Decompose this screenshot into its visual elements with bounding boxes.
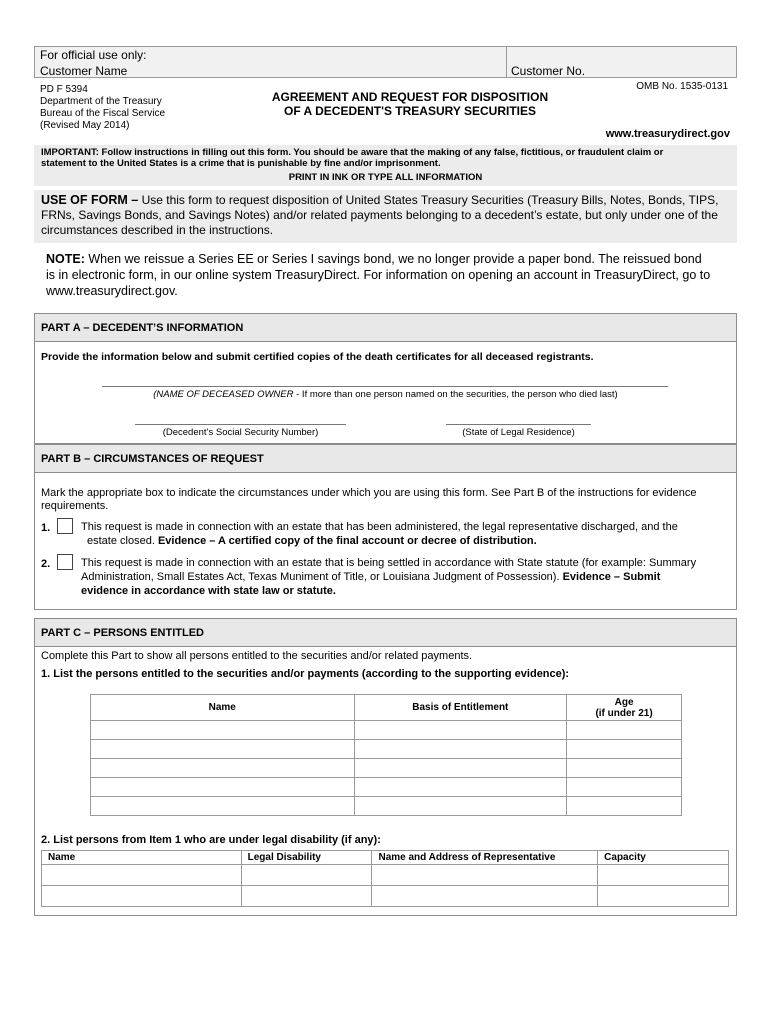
option2-line3: evidence in accordance with state law or statute. (81, 585, 336, 597)
col-capacity-header: Capacity (598, 851, 729, 865)
table-cell[interactable] (567, 778, 682, 797)
use-of-form-line1 (41, 193, 718, 208)
important-line2: statement to the United States is a crime that is punishable by fine and/or imprisonment. (41, 158, 441, 169)
part-a-section (34, 313, 737, 444)
table-row[interactable] (91, 759, 682, 778)
table-cell[interactable] (372, 865, 598, 886)
part-b-title: PART B – CIRCUMSTANCES OF REQUEST (41, 453, 264, 465)
use-of-form-label: USE OF FORM – (41, 193, 139, 207)
official-dash-line (35, 77, 736, 78)
col-basis-header: Basis of Entitlement (354, 695, 567, 721)
official-heading: For official use only: (40, 48, 147, 62)
website-link[interactable]: www.treasurydirect.gov (605, 128, 730, 140)
col-dis-name-header: Name (42, 851, 242, 865)
persons-entitled-table (90, 694, 682, 816)
customer-name-label: Customer Name (40, 64, 128, 78)
official-use-box (34, 46, 737, 78)
form-number: PD F 5394 (40, 84, 88, 95)
ssn-line (135, 424, 346, 425)
revised-date: (Revised May 2014) (40, 120, 130, 131)
omb-number: OMB No. 1535-0131 (636, 81, 728, 92)
deceased-name-caption-italic: (NAME OF DECEASED OWNER (153, 389, 294, 400)
table-cell[interactable] (372, 886, 598, 907)
table-cell[interactable] (567, 721, 682, 740)
official-divider (506, 47, 507, 77)
table-cell[interactable] (354, 778, 567, 797)
table-row[interactable] (91, 797, 682, 816)
use-of-form-box (34, 190, 737, 243)
form-title-line1: AGREEMENT AND REQUEST FOR DISPOSITION (271, 90, 549, 104)
part-b-header (35, 445, 736, 473)
bureau-name: Bureau of the Fiscal Service (40, 108, 166, 119)
col-name-header: Name (91, 695, 355, 721)
col-age-title: Age (614, 696, 634, 708)
ssn-caption: (Decedent’s Social Security Number) (162, 427, 319, 438)
state-line (446, 424, 591, 425)
part-c-title: PART C – PERSONS ENTITLED (41, 627, 204, 639)
part-b-intro-line2: requirements. (41, 500, 109, 512)
col-legal-disability-header: Legal Disability (241, 851, 372, 865)
table-cell[interactable] (598, 865, 729, 886)
table-cell[interactable] (354, 759, 567, 778)
option1-evidence: Evidence – A certified copy of the final account or decree of distribution. (157, 535, 537, 547)
table-row[interactable] (42, 865, 729, 886)
table-row[interactable] (42, 886, 729, 907)
table-cell[interactable] (567, 740, 682, 759)
part-a-header (35, 314, 736, 342)
deceased-name-caption-rest: - If more than one person named on the securities, the person who died last) (293, 389, 618, 400)
use-of-form-text1: Use this form to request disposition of United States Treasury Securities (Treasury Bills, Notes, Bonds, TIPS, (138, 193, 719, 207)
option2-checkbox[interactable] (57, 554, 73, 570)
table-cell[interactable] (91, 797, 355, 816)
table-row[interactable] (91, 740, 682, 759)
dept-name: Department of the Treasury (40, 96, 162, 107)
table-cell[interactable] (241, 865, 372, 886)
table-cell[interactable] (354, 797, 567, 816)
table-row[interactable] (91, 721, 682, 740)
table-cell[interactable] (91, 759, 355, 778)
option1-checkbox[interactable] (57, 518, 73, 534)
form-title-line2: OF A DECEDENT'S TREASURY SECURITIES (284, 104, 536, 118)
note-line2: is in electronic form, in our online system TreasuryDirect. For information on opening an account in TreasuryDirect, go to (46, 268, 711, 282)
part-c-section (34, 618, 737, 916)
col-age-subtitle: (if under 21) (595, 707, 653, 719)
disability-table-header-row (42, 851, 729, 865)
option2-number: 2. (41, 558, 51, 570)
note-line3: www.treasurydirect.gov. (46, 284, 178, 298)
note-line1 (46, 251, 702, 267)
deceased-name-caption (35, 389, 736, 400)
use-of-form-line3: circumstances described in the instructions. (41, 223, 274, 237)
table-cell[interactable] (598, 886, 729, 907)
part-c-intro: Complete this Part to show all persons entitled to the securities and/or related payments. (41, 650, 473, 662)
option1-line2-text: estate closed. (87, 535, 158, 547)
table-cell[interactable] (567, 759, 682, 778)
note-text1: When we reissue a Series EE or Series I savings bond, we no longer provide a paper bond. The reissued bond (84, 252, 702, 266)
table-cell[interactable] (567, 797, 682, 816)
part-b-section (34, 444, 737, 610)
option2-line2 (81, 571, 660, 584)
deceased-name-line (102, 386, 668, 387)
important-notice (34, 145, 737, 186)
legal-disability-table (41, 850, 729, 907)
table-cell[interactable] (91, 740, 355, 759)
use-of-form-line2: FRNs, Savings Bonds, and Savings Notes) and/or related payments belonging to a decedent’s estate, but only under one of the (41, 208, 718, 222)
persons-table-header-row (91, 695, 682, 721)
option1-line1: This request is made in connection with an estate that has been administered, the legal representative discharged, and the (81, 521, 678, 533)
option2-line2-text: Administration, Small Estates Act, Texas Muniment of Title, or Louisiana Judgment of Possession). (81, 571, 563, 583)
option1-number: 1. (41, 522, 51, 534)
part-b-intro-line1: Mark the appropriate box to indicate the circumstances under which you are using this form. See Part B of the instructions for evidence (41, 487, 697, 499)
part-a-instruction: Provide the information below and submit certified copies of the death certificates for all deceased registrants. (41, 351, 594, 363)
option2-evidence: Evidence – Submit (562, 571, 661, 583)
table-cell[interactable] (241, 886, 372, 907)
part-c-item1: 1. List the persons entitled to the securities and/or payments (according to the supporting evidence): (41, 668, 570, 680)
note-label: NOTE: (46, 252, 85, 266)
state-caption: (State of Legal Residence) (462, 427, 575, 438)
important-line1: IMPORTANT: Follow instructions in filling out this form. You should be aware that the making of any false, fictitious, or fraudulent claim or (41, 147, 664, 158)
print-instruction: PRINT IN INK OR TYPE ALL INFORMATION (288, 172, 483, 183)
table-cell[interactable] (354, 721, 567, 740)
table-cell[interactable] (42, 865, 242, 886)
option1-line2 (87, 535, 537, 548)
table-row[interactable] (91, 778, 682, 797)
col-age-header (567, 695, 682, 721)
table-cell[interactable] (91, 778, 355, 797)
col-representative-header: Name and Address of Representative (372, 851, 598, 865)
option2-line1: This request is made in connection with an estate that is being settled in accordance with State statute (for example: Summary (81, 557, 697, 569)
part-c-header (35, 619, 736, 647)
customer-no-label: Customer No. (511, 64, 586, 78)
table-cell[interactable] (42, 886, 242, 907)
table-cell[interactable] (354, 740, 567, 759)
table-cell[interactable] (91, 721, 355, 740)
part-c-item2: 2. List persons from Item 1 who are under legal disability (if any): (41, 834, 381, 846)
part-a-title: PART A – DECEDENT’S INFORMATION (41, 322, 244, 334)
